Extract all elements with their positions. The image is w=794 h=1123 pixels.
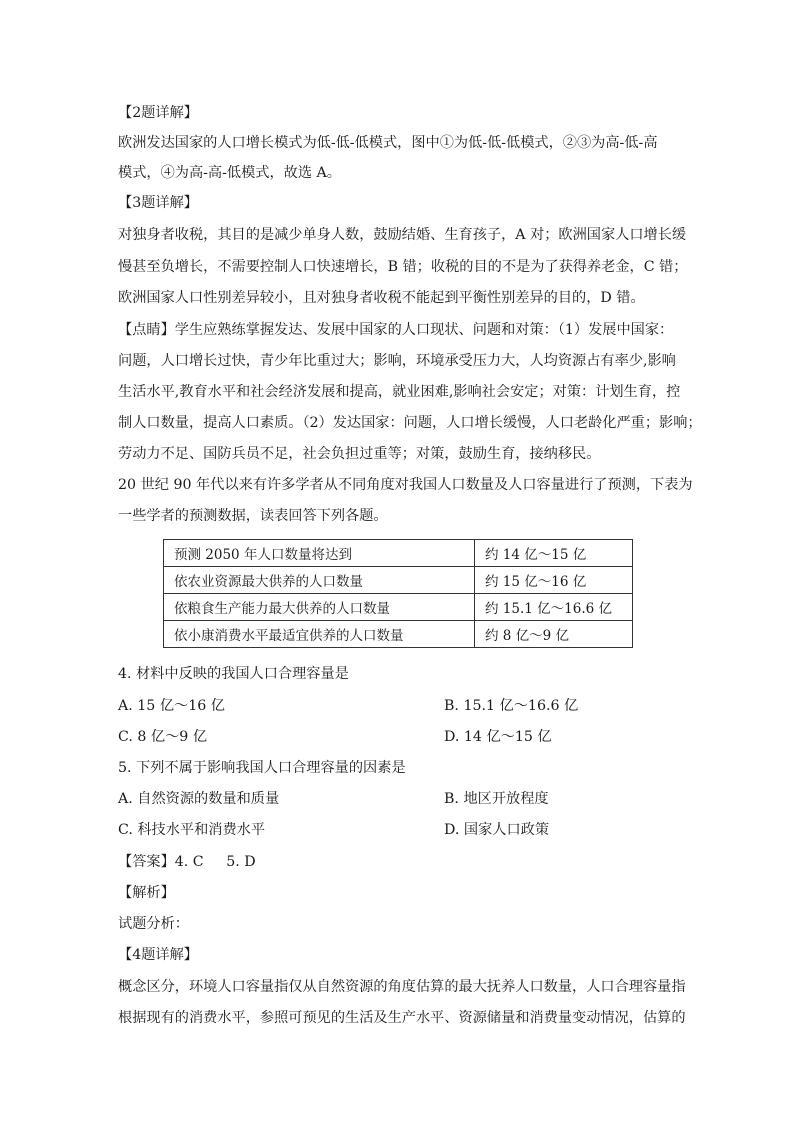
tip-line: 生活水平,教育水平和社会经济发展和提高，就业困难,影响社会安定；对策：计划生育，控 (118, 384, 681, 400)
tip-line: 【点睛】学生应熟练掌握发达、发展中国家的人口现状、问题和对策：（1）发展中国家： (118, 322, 674, 338)
paragraph-line: 根据现有的消费水平，参照可预见的生活及生产水平、资源储量和消费量变动情况，估算的 (118, 1010, 686, 1026)
q4-option-b: B. 15.1 亿～16.6 亿 (444, 698, 579, 714)
table-cell-label: 依粮食生产能力最大供养的人口数量 (164, 594, 475, 621)
section-heading-q4: 【4题详解】 (118, 947, 198, 963)
section-heading-q3: 【3题详解】 (118, 195, 198, 211)
intro-line: 一些学者的预测数据，读表回答下列各题。 (118, 508, 388, 524)
q4-option-c: C. 8 亿～9 亿 (118, 729, 208, 745)
analysis-heading: 【解析】 (118, 885, 175, 901)
paragraph-line: 欧洲发达国家的人口增长模式为低-低-低模式，图中①为低-低-低模式，②③为高-低-高 (118, 135, 658, 151)
table-cell-value: 约 15.1 亿～16.6 亿 (475, 594, 633, 621)
question-4-stem: 4. 材料中反映的我国人口合理容量是 (118, 666, 349, 682)
paragraph-line: 慢甚至负增长，不需要控制人口快速增长，B 错；收税的目的不是为了获得养老金，C 错； (118, 259, 688, 275)
q4-option-d: D. 14 亿～15 亿 (444, 729, 552, 745)
table-row (164, 594, 633, 621)
tip-line: 劳动力不足、国防兵员不足，社会负担过重等；对策，鼓励生育，接纳移民。 (118, 446, 601, 462)
table-cell-label: 预测 2050 年人口数量将达到 (164, 540, 475, 567)
tip-line: 制人口数量，提高人口素质。（2）发达国家：问题，人口增长缓慢，人口老龄化严重；影响； (118, 415, 702, 431)
q5-option-a: A. 自然资源的数量和质量 (118, 791, 280, 807)
tip-line: 问题，人口增长过快，青少年比重过大；影响，环境承受压力大，人均资源占有率少,影响 (118, 353, 676, 369)
question-5-stem: 5. 下列不属于影响我国人口合理容量的因素是 (118, 760, 406, 776)
q5-option-d: D. 国家人口政策 (444, 822, 550, 838)
prediction-table (163, 539, 633, 648)
q5-option-b: B. 地区开放程度 (444, 791, 549, 807)
paragraph-line: 模式，④为高-高-低模式，故选 A。 (118, 165, 341, 181)
table-cell-value: 约 15 亿～16 亿 (475, 567, 633, 594)
table-cell-value: 约 14 亿～15 亿 (475, 540, 633, 567)
table-cell-label: 依小康消费水平最适宜供养的人口数量 (164, 621, 475, 648)
section-heading-q2: 【2题详解】 (118, 105, 198, 121)
table-row (164, 567, 633, 594)
paragraph-line: 概念区分，环境人口容量指仅从自然资源的角度估算的最大抚养人口数量，人口合理容量指 (118, 979, 686, 995)
q4-option-a: A. 15 亿～16 亿 (118, 698, 225, 714)
q5-option-c: C. 科技水平和消费水平 (118, 822, 266, 838)
intro-line: 20 世纪 90 年代以来有许多学者从不同角度对我国人口数量及人口容量进行了预测，下表为 (118, 477, 693, 493)
paragraph-line: 对独身者收税，其目的是减少单身人数，鼓励结婚、生育孩子，A 对；欧洲国家人口增长缓 (118, 227, 687, 243)
table-row (164, 621, 633, 648)
table-cell-value: 约 8 亿～9 亿 (475, 621, 633, 648)
table-row (164, 540, 633, 567)
paragraph-line: 欧洲国家人口性别差异较小，且对独身者收税不能起到平衡性别差异的目的，D 错。 (118, 290, 645, 306)
analysis-subheading: 试题分析： (118, 916, 189, 932)
answer-line: 【答案】4. C 5. D (118, 854, 256, 870)
table-cell-label: 依农业资源最大供养的人口数量 (164, 567, 475, 594)
